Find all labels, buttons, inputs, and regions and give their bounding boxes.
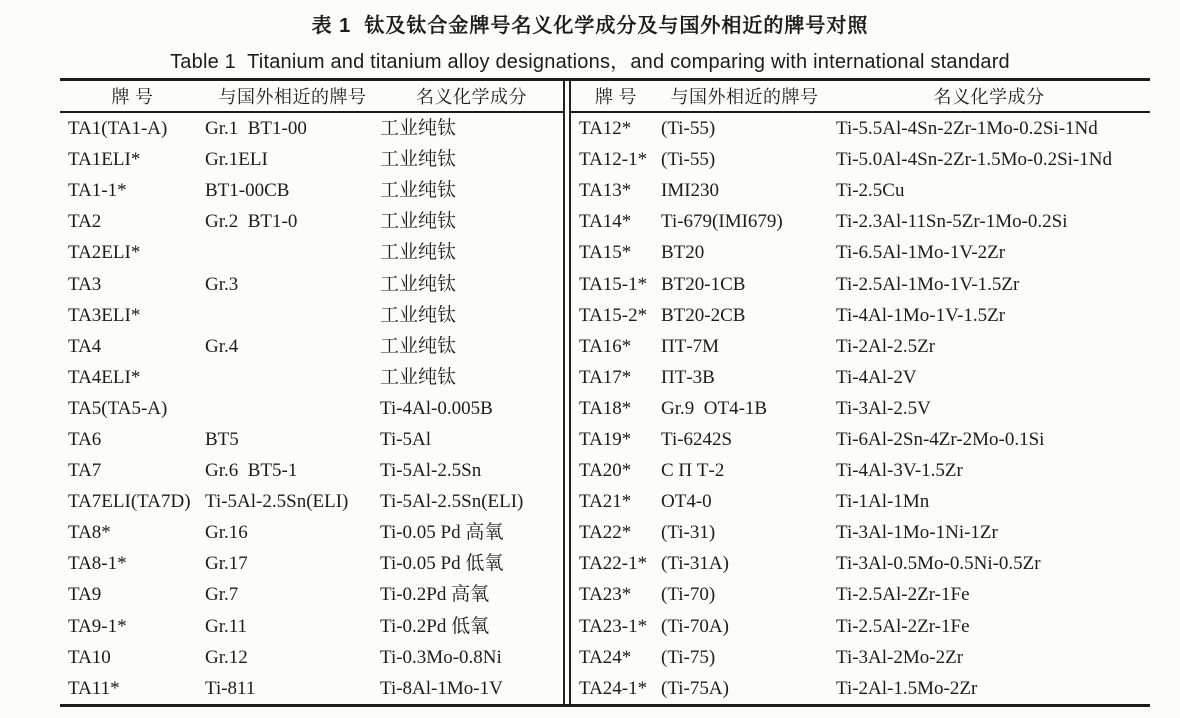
foreign-designation-cell: (Ti-75)	[661, 646, 716, 668]
designation-cell: TA8-1*	[68, 553, 127, 575]
designation-cell: TA7ELI(TA7D)	[68, 491, 191, 513]
composition-cell: Ti-8Al-1Mo-1V	[380, 677, 503, 699]
composition-cell: 工业纯钛	[380, 180, 457, 202]
designation-cell: TA5(TA5-A)	[68, 397, 168, 419]
foreign-designation-cell: ПТ-3В	[661, 366, 715, 388]
composition-cell: Ti-4Al-3V-1.5Zr	[836, 460, 963, 482]
composition-cell: Ti-2.5Al-1Mo-1V-1.5Zr	[836, 273, 1020, 295]
designation-cell: TA15-2*	[579, 304, 648, 326]
table-left-half	[60, 81, 563, 704]
table-row	[571, 362, 1150, 393]
designation-cell: TA16*	[579, 335, 632, 357]
designation-cell: TA12-1*	[579, 149, 648, 171]
composition-cell: Ti-4Al-1Mo-1V-1.5Zr	[836, 304, 1006, 326]
foreign-designation-cell: (Ti-55)	[661, 149, 716, 171]
table-row	[60, 113, 563, 144]
composition-cell: Ti-0.3Mo-0.8Ni	[380, 646, 502, 668]
table-row	[571, 424, 1150, 455]
designation-cell: TA1(TA1-A)	[68, 118, 168, 140]
composition-cell: 工业纯钛	[380, 242, 457, 264]
foreign-designation-cell: Gr.9 OT4-1B	[661, 397, 768, 419]
foreign-designation-cell: IMI230	[661, 180, 720, 202]
table-row	[571, 517, 1150, 548]
foreign-designation-cell: Gr.6 BT5-1	[205, 460, 298, 482]
table-row	[60, 175, 563, 206]
table-title-en: Table 1 Titanium and titanium alloy designations，and comparing with international standard	[170, 51, 1010, 73]
designation-cell: TA4	[68, 335, 102, 357]
foreign-designation-cell: BT20-1CB	[661, 273, 746, 295]
designation-cell: TA8*	[68, 522, 111, 544]
table-row	[60, 642, 563, 673]
composition-cell: 工业纯钛	[380, 304, 457, 326]
foreign-designation-cell: (Ti-55)	[661, 118, 716, 140]
composition-cell: Ti-1Al-1Mn	[836, 491, 930, 513]
column-header-designation: 牌 号	[595, 87, 637, 107]
designation-cell: TA9	[68, 584, 102, 606]
foreign-designation-cell: (Ti-31)	[661, 522, 716, 544]
composition-cell: Ti-6.5Al-1Mo-1V-2Zr	[836, 242, 1006, 264]
designation-cell: TA24*	[579, 646, 632, 668]
table-row	[571, 393, 1150, 424]
composition-cell: 工业纯钛	[380, 211, 457, 233]
foreign-designation-cell: BT20	[661, 242, 705, 264]
foreign-designation-cell: Gr.4	[205, 335, 239, 357]
table-body-right	[571, 113, 1150, 704]
composition-cell: 工业纯钛	[380, 335, 457, 357]
designation-cell: TA1ELI*	[68, 149, 141, 171]
composition-cell: Ti-3Al-0.5Mo-0.5Ni-0.5Zr	[836, 553, 1041, 575]
table-row	[60, 393, 563, 424]
composition-cell: 工业纯钛	[380, 118, 457, 140]
designation-cell: TA2ELI*	[68, 242, 141, 264]
composition-cell: Ti-4Al-2V	[836, 366, 917, 388]
composition-cell: 工业纯钛	[380, 273, 457, 295]
foreign-designation-cell: BT1-00CB	[205, 180, 290, 202]
composition-cell: Ti-4Al-0.005B	[380, 397, 493, 419]
composition-cell: Ti-2.5Al-2Zr-1Fe	[836, 615, 970, 637]
designation-cell: TA10	[68, 646, 111, 668]
composition-cell: Ti-5Al-2.5Sn	[380, 460, 482, 482]
composition-cell: Ti-2.5Al-2Zr-1Fe	[836, 584, 970, 606]
table-row	[60, 237, 563, 268]
designation-cell: TA11*	[68, 677, 120, 699]
foreign-designation-cell: Ti-5Al-2.5Sn(ELI)	[205, 491, 349, 513]
designation-cell: TA6	[68, 428, 102, 450]
table-row	[571, 237, 1150, 268]
composition-cell: Ti-3Al-2.5V	[836, 397, 931, 419]
foreign-designation-cell: Gr.1 BT1-00	[205, 118, 307, 140]
table-middle-divider	[563, 81, 571, 704]
designation-cell: TA13*	[579, 180, 632, 202]
foreign-designation-cell: Gr.11	[205, 615, 248, 637]
designation-cell: TA15*	[579, 242, 632, 264]
foreign-designation-cell: Gr.3	[205, 273, 239, 295]
table-title-zh: 表 1 钛及钛合金牌号名义化学成分及与国外相近的牌号对照	[311, 15, 869, 37]
composition-cell: Ti-2.3Al-11Sn-5Zr-1Mo-0.2Si	[836, 211, 1068, 233]
designation-cell: TA3ELI*	[68, 304, 141, 326]
foreign-designation-cell: BT20-2CB	[661, 304, 746, 326]
designation-cell: TA7	[68, 460, 102, 482]
designation-cell: TA18*	[579, 397, 632, 419]
composition-cell: Ti-3Al-2Mo-2Zr	[836, 646, 964, 668]
table-row	[571, 331, 1150, 362]
table-row	[571, 579, 1150, 610]
column-header-foreign: 与国外相近的牌号	[670, 87, 819, 107]
designation-cell: TA1-1*	[68, 180, 127, 202]
table-row	[60, 455, 563, 486]
designation-cell: TA20*	[579, 460, 632, 482]
designation-cell: TA4ELI*	[68, 366, 141, 388]
foreign-designation-cell: (Ti-70A)	[661, 615, 729, 637]
foreign-designation-cell: (Ti-31A)	[661, 553, 729, 575]
table-row	[60, 144, 563, 175]
designation-cell: TA21*	[579, 491, 632, 513]
composition-cell: 工业纯钛	[380, 366, 457, 388]
designation-cell: TA3	[68, 273, 102, 295]
foreign-designation-cell: (Ti-70)	[661, 584, 716, 606]
table-row	[571, 486, 1150, 517]
foreign-designation-cell: С П Т-2	[661, 460, 725, 482]
designation-cell: TA9-1*	[68, 615, 127, 637]
composition-cell: Ti-3Al-1Mo-1Ni-1Zr	[836, 522, 998, 544]
designation-cell: TA22-1*	[579, 553, 648, 575]
table-row	[60, 611, 563, 642]
foreign-designation-cell: Gr.1ELI	[205, 149, 268, 171]
table-row	[60, 268, 563, 299]
composition-cell: Ti-0.05 Pd 低氧	[380, 553, 504, 575]
composition-cell: Ti-5Al-2.5Sn(ELI)	[380, 491, 524, 513]
designation-cell: TA23*	[579, 584, 632, 606]
table-row	[571, 206, 1150, 237]
table-row	[571, 175, 1150, 206]
table-row	[60, 548, 563, 579]
designation-cell: TA14*	[579, 211, 632, 233]
foreign-designation-cell: Ti-679(IMI679)	[661, 211, 783, 233]
foreign-designation-cell: BT5	[205, 428, 239, 450]
table-row	[60, 517, 563, 548]
table-row	[60, 331, 563, 362]
foreign-designation-cell: Gr.16	[205, 522, 248, 544]
table-row	[571, 611, 1150, 642]
designation-cell: TA12*	[579, 118, 632, 140]
foreign-designation-cell: (Ti-75A)	[661, 677, 729, 699]
foreign-designation-cell: Gr.12	[205, 646, 248, 668]
composition-cell: Ti-0.05 Pd 高氧	[380, 522, 504, 544]
table-header-row-right	[571, 81, 1150, 113]
table-row	[60, 486, 563, 517]
foreign-designation-cell: OT4-0	[661, 491, 712, 513]
table-right-half	[571, 81, 1150, 704]
foreign-designation-cell: Gr.17	[205, 553, 248, 575]
column-header-designation: 牌 号	[111, 87, 154, 107]
designation-cell: TA24-1*	[579, 677, 648, 699]
composition-cell: 工业纯钛	[380, 149, 457, 171]
table-row	[571, 455, 1150, 486]
designation-cell: TA22*	[579, 522, 632, 544]
composition-cell: Ti-2.5Cu	[836, 180, 905, 202]
designation-cell: TA2	[68, 211, 102, 233]
composition-cell: Ti-5.5Al-4Sn-2Zr-1Mo-0.2Si-1Nd	[836, 118, 1098, 140]
composition-cell: Ti-5.0Al-4Sn-2Zr-1.5Mo-0.2Si-1Nd	[836, 149, 1113, 171]
foreign-designation-cell: Ti-811	[205, 677, 256, 699]
table-header-row-left	[60, 81, 563, 113]
foreign-designation-cell: ПТ-7М	[661, 335, 720, 357]
alloy-designation-table	[60, 78, 1150, 707]
designation-cell: TA23-1*	[579, 615, 648, 637]
table-row	[60, 362, 563, 393]
designation-cell: TA19*	[579, 428, 632, 450]
table-row	[571, 548, 1150, 579]
table-row	[571, 144, 1150, 175]
table-row	[60, 579, 563, 610]
composition-cell: Ti-5Al	[380, 428, 432, 450]
composition-cell: Ti-6Al-2Sn-4Zr-2Mo-0.1Si	[836, 428, 1045, 450]
column-header-composition: 名义化学成分	[933, 87, 1045, 107]
foreign-designation-cell: Gr.7	[205, 584, 239, 606]
table-row	[60, 424, 563, 455]
composition-cell: Ti-2Al-2.5Zr	[836, 335, 936, 357]
table-row	[571, 113, 1150, 144]
table-row	[571, 268, 1150, 299]
foreign-designation-cell: Ti-6242S	[661, 428, 733, 450]
table-row	[571, 673, 1150, 704]
composition-cell: Ti-0.2Pd 低氧	[380, 615, 490, 637]
table-row	[571, 300, 1150, 331]
table-body-left	[60, 113, 563, 704]
column-header-composition: 名义化学成分	[416, 87, 527, 107]
table-row	[60, 206, 563, 237]
table-row	[60, 300, 563, 331]
foreign-designation-cell: Gr.2 BT1-0	[205, 211, 298, 233]
table-row	[571, 642, 1150, 673]
column-header-foreign: 与国外相近的牌号	[218, 87, 367, 107]
designation-cell: TA17*	[579, 366, 632, 388]
composition-cell: Ti-2Al-1.5Mo-2Zr	[836, 677, 978, 699]
composition-cell: Ti-0.2Pd 高氧	[380, 584, 490, 606]
designation-cell: TA15-1*	[579, 273, 648, 295]
table-row	[60, 673, 563, 704]
